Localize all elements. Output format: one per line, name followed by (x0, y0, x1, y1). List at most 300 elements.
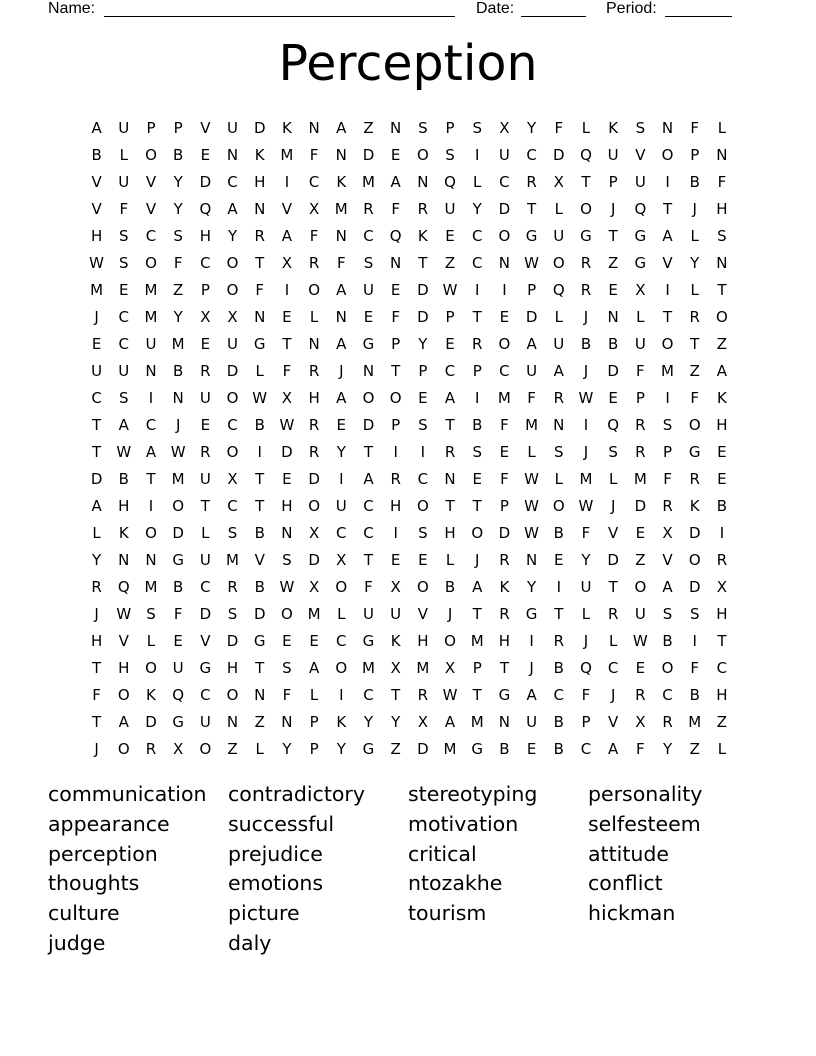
grid-letter[interactable]: J (692, 199, 697, 218)
grid-letter[interactable]: L (473, 172, 482, 191)
grid-letter[interactable]: R (499, 604, 510, 623)
grid-letter[interactable]: Y (690, 253, 700, 272)
grid-letter[interactable]: U (199, 550, 211, 569)
grid-letter[interactable]: J (583, 307, 589, 326)
grid-letter[interactable]: Q (552, 280, 565, 299)
grid-letter[interactable]: V (91, 199, 102, 218)
grid-letter[interactable]: P (581, 712, 591, 731)
grid-letter[interactable]: U (199, 469, 211, 488)
grid-letter[interactable]: O (416, 577, 429, 596)
grid-letter[interactable]: A (444, 388, 456, 407)
grid-letter[interactable]: E (363, 307, 374, 326)
grid-letter[interactable]: E (717, 469, 727, 488)
grid-letter[interactable]: D (553, 145, 565, 164)
grid-letter[interactable]: Y (363, 712, 374, 731)
grid-letter[interactable]: O (580, 199, 592, 218)
grid-letter[interactable]: L (690, 226, 699, 245)
grid-letter[interactable]: F (500, 415, 509, 434)
grid-letter[interactable]: R (662, 496, 673, 515)
grid-letter[interactable]: K (118, 523, 129, 542)
grid-letter[interactable]: O (661, 334, 674, 353)
grid-letter[interactable]: G (471, 739, 484, 758)
grid-letter[interactable]: A (336, 334, 347, 353)
grid-letter[interactable]: S (662, 415, 673, 434)
grid-letter[interactable]: O (226, 388, 239, 407)
grid-letter[interactable]: C (471, 226, 483, 245)
grid-letter[interactable]: R (635, 415, 646, 434)
grid-letter[interactable]: O (362, 388, 375, 407)
grid-letter[interactable]: X (227, 469, 238, 488)
grid-letter[interactable]: U (362, 280, 374, 299)
grid-letter[interactable]: S (119, 253, 129, 272)
grid-letter[interactable]: X (390, 658, 401, 677)
grid-letter[interactable]: L (717, 118, 727, 137)
grid-letter[interactable]: W (632, 631, 648, 650)
grid-letter[interactable]: D (688, 577, 701, 596)
grid-letter[interactable]: D (172, 523, 184, 542)
grid-letter[interactable]: O (389, 388, 402, 407)
grid-letter[interactable]: I (148, 388, 154, 407)
grid-letter[interactable]: H (390, 496, 402, 515)
grid-letter[interactable]: H (716, 199, 728, 218)
grid-letter[interactable]: O (226, 253, 239, 272)
grid-letter[interactable]: E (499, 307, 510, 326)
grid-letter[interactable]: B (608, 334, 619, 353)
grid-letter[interactable]: O (335, 658, 348, 677)
grid-letter[interactable]: J (94, 739, 99, 758)
grid-letter[interactable]: C (499, 361, 510, 380)
grid-letter[interactable]: Y (581, 550, 591, 569)
grid-letter[interactable]: N (498, 253, 511, 272)
grid-letter[interactable]: B (254, 415, 265, 434)
grid-letter[interactable]: U (118, 172, 130, 191)
grid-letter[interactable]: N (172, 388, 184, 407)
grid-letter[interactable]: H (199, 226, 211, 245)
grid-letter[interactable]: W (524, 523, 540, 542)
grid-letter[interactable]: Q (634, 199, 647, 218)
grid-letter[interactable]: Q (172, 685, 185, 704)
grid-letter[interactable]: U (335, 496, 347, 515)
grid-letter[interactable]: T (200, 496, 210, 515)
grid-letter[interactable]: U (227, 118, 239, 137)
grid-letter[interactable]: D (253, 118, 266, 137)
grid-letter[interactable]: I (719, 523, 725, 542)
grid-letter[interactable]: L (309, 307, 319, 326)
grid-letter[interactable]: U (553, 226, 565, 245)
grid-letter[interactable]: T (581, 172, 591, 191)
grid-letter[interactable]: T (472, 685, 482, 704)
grid-letter[interactable]: L (337, 604, 346, 623)
grid-letter[interactable]: A (662, 577, 673, 596)
grid-letter[interactable]: E (445, 226, 455, 245)
grid-letter[interactable]: H (254, 172, 266, 191)
grid-letter[interactable]: M (470, 631, 484, 650)
grid-letter[interactable]: L (92, 523, 101, 542)
grid-letter[interactable]: Y (173, 199, 183, 218)
grid-letter[interactable]: M (226, 550, 239, 569)
grid-letter[interactable]: G (580, 226, 592, 245)
grid-letter[interactable]: A (336, 388, 347, 407)
grid-letter[interactable]: E (445, 334, 455, 353)
grid-letter[interactable]: M (144, 577, 158, 596)
grid-letter[interactable]: E (282, 469, 292, 488)
grid-letter[interactable]: B (580, 334, 592, 353)
grid-letter[interactable]: S (119, 388, 129, 407)
grid-letter[interactable]: P (200, 280, 210, 299)
grid-letter[interactable]: M (90, 280, 104, 299)
grid-letter[interactable]: C (336, 631, 347, 650)
grid-letter[interactable]: S (472, 118, 482, 137)
grid-letter[interactable]: S (173, 226, 183, 245)
grid-letter[interactable]: Z (716, 712, 728, 731)
grid-letter[interactable]: L (309, 685, 319, 704)
grid-letter[interactable]: E (526, 739, 537, 758)
grid-letter[interactable]: A (662, 226, 673, 245)
grid-letter[interactable]: Y (527, 577, 537, 596)
grid-letter[interactable]: B (553, 739, 564, 758)
grid-letter[interactable]: O (661, 658, 674, 677)
grid-letter[interactable]: X (390, 577, 401, 596)
grid-letter[interactable]: D (308, 550, 320, 569)
grid-letter[interactable]: O (416, 496, 429, 515)
grid-letter[interactable]: T (255, 658, 265, 677)
grid-letter[interactable]: T (255, 496, 265, 515)
grid-letter[interactable]: U (553, 334, 565, 353)
grid-letter[interactable]: M (416, 658, 430, 677)
grid-letter[interactable]: C (145, 415, 157, 434)
grid-letter[interactable]: G (634, 226, 647, 245)
grid-letter[interactable]: Q (607, 415, 620, 434)
grid-letter[interactable]: V (200, 631, 211, 650)
grid-letter[interactable]: Y (472, 199, 482, 218)
grid-letter[interactable]: K (689, 496, 700, 515)
grid-letter[interactable]: K (281, 118, 292, 137)
grid-letter[interactable]: M (470, 712, 484, 731)
grid-letter[interactable]: A (526, 334, 537, 353)
grid-letter[interactable]: M (144, 280, 158, 299)
grid-letter[interactable]: L (554, 307, 563, 326)
grid-letter[interactable]: Q (117, 577, 130, 596)
grid-letter[interactable]: G (253, 334, 266, 353)
grid-letter[interactable]: I (665, 388, 670, 407)
grid-letter[interactable]: O (145, 523, 157, 542)
grid-letter[interactable]: N (226, 145, 239, 164)
grid-letter[interactable]: A (91, 496, 102, 515)
grid-letter[interactable]: L (608, 631, 618, 650)
grid-letter[interactable]: A (444, 712, 456, 731)
grid-letter[interactable]: R (200, 361, 211, 380)
grid-letter[interactable]: X (553, 172, 564, 191)
grid-letter[interactable]: L (608, 469, 618, 488)
grid-letter[interactable]: L (255, 361, 264, 380)
grid-letter[interactable]: W (442, 280, 458, 299)
grid-letter[interactable]: O (226, 442, 239, 461)
grid-letter[interactable]: J (175, 415, 181, 434)
grid-letter[interactable]: X (173, 739, 184, 758)
grid-letter[interactable]: U (634, 604, 646, 623)
grid-letter[interactable]: E (418, 388, 428, 407)
grid-letter[interactable]: Q (444, 172, 456, 191)
grid-letter[interactable]: C (200, 685, 211, 704)
grid-letter[interactable]: Z (689, 739, 700, 758)
grid-letter[interactable]: P (690, 145, 700, 164)
grid-letter[interactable]: X (635, 280, 646, 299)
grid-letter[interactable]: N (118, 550, 130, 569)
grid-letter[interactable]: T (255, 469, 265, 488)
grid-letter[interactable]: D (281, 442, 293, 461)
grid-letter[interactable]: L (581, 118, 591, 137)
grid-letter[interactable]: E (390, 550, 401, 569)
grid-letter[interactable]: R (607, 604, 619, 623)
grid-letter[interactable]: H (498, 631, 511, 650)
grid-letter[interactable]: V (91, 172, 102, 191)
grid-letter[interactable]: P (309, 739, 319, 758)
grid-letter[interactable]: S (282, 658, 292, 677)
grid-letter[interactable]: C (363, 226, 374, 245)
grid-letter[interactable]: B (499, 739, 510, 758)
grid-letter[interactable]: N (308, 118, 320, 137)
grid-letter[interactable]: D (226, 631, 239, 650)
grid-letter[interactable]: L (527, 442, 536, 461)
grid-letter[interactable]: O (416, 145, 429, 164)
grid-letter[interactable]: T (472, 604, 482, 623)
grid-letter[interactable]: W (578, 388, 594, 407)
grid-letter[interactable]: Y (418, 334, 428, 353)
grid-letter[interactable]: F (119, 199, 129, 218)
grid-letter[interactable]: N (716, 145, 728, 164)
grid-letter[interactable]: B (173, 361, 184, 380)
grid-letter[interactable]: R (200, 442, 211, 461)
grid-letter[interactable]: D (417, 307, 429, 326)
grid-letter[interactable]: N (281, 523, 293, 542)
grid-letter[interactable]: C (336, 523, 347, 542)
grid-letter[interactable]: W (279, 577, 295, 596)
grid-letter[interactable]: D (634, 496, 647, 515)
grid-letter[interactable]: E (554, 550, 564, 569)
grid-letter[interactable]: Z (608, 253, 619, 272)
grid-letter[interactable]: D (199, 604, 212, 623)
grid-letter[interactable]: O (117, 739, 130, 758)
grid-letter[interactable]: N (254, 685, 266, 704)
grid-letter[interactable]: O (444, 631, 456, 650)
grid-letter[interactable]: U (444, 199, 456, 218)
grid-letter[interactable]: T (282, 334, 292, 353)
grid-letter[interactable]: C (526, 145, 537, 164)
grid-letter[interactable]: T (92, 415, 102, 434)
grid-letter[interactable]: Y (391, 712, 401, 731)
grid-letter[interactable]: C (118, 307, 130, 326)
grid-letter[interactable]: F (92, 685, 101, 704)
grid-letter[interactable]: M (280, 145, 294, 164)
grid-letter[interactable]: I (284, 280, 290, 299)
grid-letter[interactable]: S (445, 145, 455, 164)
grid-letter[interactable]: X (200, 307, 211, 326)
grid-letter[interactable]: B (118, 469, 129, 488)
grid-letter[interactable]: I (583, 415, 589, 434)
grid-letter[interactable]: G (498, 685, 511, 704)
grid-letter[interactable]: L (581, 604, 591, 623)
grid-letter[interactable]: D (253, 604, 266, 623)
grid-letter[interactable]: P (445, 118, 455, 137)
grid-letter[interactable]: M (688, 712, 702, 731)
grid-letter[interactable]: E (173, 631, 183, 650)
grid-letter[interactable]: C (471, 253, 483, 272)
grid-letter[interactable]: N (281, 712, 293, 731)
grid-letter[interactable]: A (91, 118, 102, 137)
grid-letter[interactable]: A (363, 469, 374, 488)
grid-letter[interactable]: F (717, 172, 727, 191)
grid-letter[interactable]: U (199, 388, 211, 407)
grid-letter[interactable]: Y (227, 226, 238, 245)
grid-letter[interactable]: F (663, 469, 672, 488)
grid-letter[interactable]: C (553, 685, 565, 704)
grid-letter[interactable]: S (608, 442, 618, 461)
grid-letter[interactable]: R (308, 253, 320, 272)
grid-letter[interactable]: A (227, 199, 238, 218)
grid-letter[interactable]: T (717, 280, 727, 299)
grid-letter[interactable]: J (610, 199, 616, 218)
grid-letter[interactable]: O (281, 604, 293, 623)
grid-letter[interactable]: R (417, 199, 429, 218)
grid-letter[interactable]: U (227, 334, 239, 353)
grid-letter[interactable]: E (499, 442, 510, 461)
grid-letter[interactable]: M (171, 334, 185, 353)
grid-letter[interactable]: O (145, 253, 157, 272)
grid-letter[interactable]: O (117, 685, 130, 704)
grid-letter[interactable]: E (418, 550, 428, 569)
grid-letter[interactable]: S (119, 226, 129, 245)
grid-letter[interactable]: N (226, 712, 239, 731)
grid-letter[interactable]: Y (527, 118, 537, 137)
grid-letter[interactable]: F (636, 739, 645, 758)
grid-letter[interactable]: Y (173, 307, 183, 326)
grid-letter[interactable]: C (580, 739, 592, 758)
grid-letter[interactable]: S (363, 253, 374, 272)
grid-letter[interactable]: R (308, 361, 320, 380)
grid-letter[interactable]: F (282, 361, 292, 380)
grid-letter[interactable]: X (281, 253, 293, 272)
grid-letter[interactable]: Y (282, 739, 292, 758)
grid-letter[interactable]: T (472, 307, 482, 326)
grid-letter[interactable]: J (583, 442, 589, 461)
grid-letter[interactable]: G (634, 253, 647, 272)
grid-letter[interactable]: V (662, 550, 673, 569)
grid-letter[interactable]: T (527, 199, 537, 218)
grid-letter[interactable]: Q (580, 145, 592, 164)
grid-letter[interactable]: O (716, 307, 728, 326)
grid-letter[interactable]: P (173, 118, 183, 137)
grid-letter[interactable]: F (336, 253, 346, 272)
grid-letter[interactable]: X (417, 712, 428, 731)
grid-letter[interactable]: S (689, 604, 700, 623)
grid-letter[interactable]: D (308, 469, 320, 488)
grid-letter[interactable]: K (716, 388, 727, 407)
grid-letter[interactable]: C (607, 658, 619, 677)
grid-letter[interactable]: P (635, 388, 645, 407)
grid-letter[interactable]: C (444, 361, 456, 380)
grid-letter[interactable]: U (145, 334, 157, 353)
grid-letter[interactable]: M (334, 199, 348, 218)
grid-letter[interactable]: M (171, 469, 185, 488)
grid-letter[interactable]: C (716, 658, 728, 677)
grid-letter[interactable]: A (145, 442, 157, 461)
grid-letter[interactable]: O (661, 145, 674, 164)
grid-letter[interactable]: N (498, 712, 511, 731)
grid-letter[interactable]: X (308, 199, 320, 218)
grid-letter[interactable]: W (524, 496, 540, 515)
grid-letter[interactable]: G (525, 604, 538, 623)
grid-letter[interactable]: H (716, 415, 728, 434)
grid-letter[interactable]: K (417, 226, 428, 245)
grid-letter[interactable]: B (472, 415, 483, 434)
grid-letter[interactable]: Y (336, 739, 346, 758)
grid-letter[interactable]: G (172, 712, 184, 731)
grid-letter[interactable]: Z (173, 280, 184, 299)
grid-letter[interactable]: G (688, 442, 701, 461)
grid-letter[interactable]: T (418, 253, 428, 272)
grid-letter[interactable]: X (499, 118, 510, 137)
grid-letter[interactable]: P (608, 172, 618, 191)
grid-letter[interactable]: O (226, 685, 239, 704)
grid-letter[interactable]: C (227, 496, 238, 515)
grid-letter[interactable]: T (363, 550, 374, 569)
grid-letter[interactable]: T (391, 361, 401, 380)
grid-letter[interactable]: A (336, 118, 347, 137)
grid-letter[interactable]: S (472, 442, 482, 461)
grid-letter[interactable]: B (716, 496, 728, 515)
grid-letter[interactable]: T (391, 685, 401, 704)
grid-letter[interactable]: C (200, 253, 211, 272)
grid-letter[interactable]: K (254, 145, 265, 164)
grid-letter[interactable]: O (552, 496, 565, 515)
grid-letter[interactable]: S (662, 604, 673, 623)
grid-letter[interactable]: E (91, 334, 102, 353)
grid-letter[interactable]: I (339, 685, 344, 704)
grid-letter[interactable]: H (90, 631, 103, 650)
grid-letter[interactable]: A (472, 577, 483, 596)
grid-letter[interactable]: H (444, 523, 456, 542)
grid-letter[interactable]: P (391, 334, 401, 353)
grid-letter[interactable]: K (390, 631, 401, 650)
grid-letter[interactable]: R (499, 550, 510, 569)
grid-letter[interactable]: F (309, 226, 319, 245)
grid-letter[interactable]: T (690, 334, 700, 353)
grid-letter[interactable]: L (201, 523, 210, 542)
grid-letter[interactable]: F (581, 685, 591, 704)
grid-letter[interactable]: E (472, 469, 482, 488)
grid-letter[interactable]: N (444, 469, 456, 488)
grid-letter[interactable]: R (472, 334, 483, 353)
grid-letter[interactable]: M (497, 388, 511, 407)
grid-letter[interactable]: Y (662, 739, 673, 758)
grid-letter[interactable]: V (145, 172, 157, 191)
grid-letter[interactable]: A (390, 172, 401, 191)
grid-letter[interactable]: H (716, 685, 728, 704)
grid-letter[interactable]: Z (635, 550, 646, 569)
grid-letter[interactable]: L (554, 199, 563, 218)
grid-letter[interactable]: K (146, 685, 156, 704)
grid-letter[interactable]: E (200, 334, 211, 353)
grid-letter[interactable]: S (635, 118, 646, 137)
grid-letter[interactable]: D (362, 145, 375, 164)
grid-letter[interactable]: I (556, 577, 561, 596)
grid-letter[interactable]: N (335, 307, 347, 326)
grid-letter[interactable]: J (475, 550, 480, 569)
grid-letter[interactable]: C (118, 334, 130, 353)
grid-letter[interactable]: U (362, 604, 374, 623)
grid-letter[interactable]: S (418, 118, 428, 137)
grid-letter[interactable]: E (309, 631, 319, 650)
